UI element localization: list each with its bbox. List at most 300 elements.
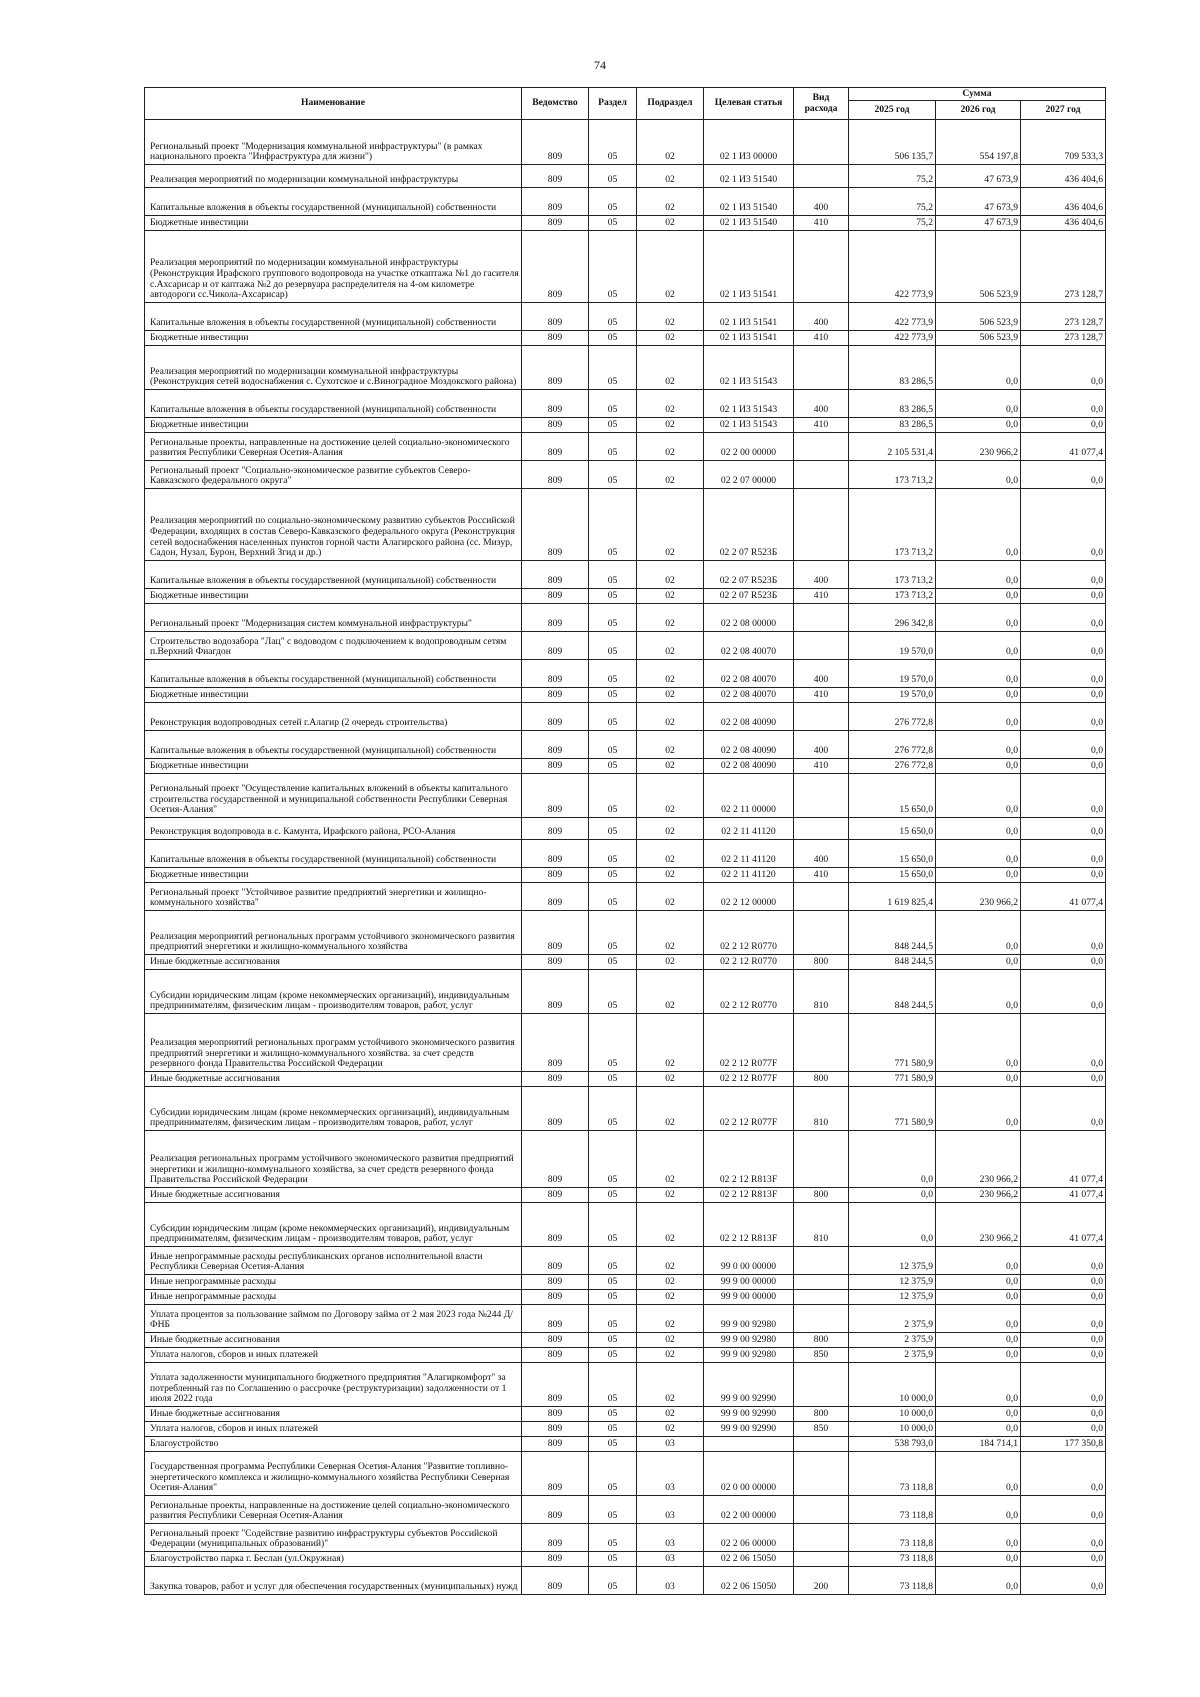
row-vedomstvo: 809 bbox=[522, 390, 589, 418]
row-vedomstvo: 809 bbox=[522, 1567, 589, 1595]
row-2027: 0,0 bbox=[1021, 818, 1106, 840]
row-name: Бюджетные инвестиции bbox=[145, 418, 522, 433]
row-vedomstvo: 809 bbox=[522, 1275, 589, 1290]
table-row bbox=[145, 604, 1106, 632]
row-podrazdel: 02 bbox=[637, 1188, 704, 1203]
row-vid: 400 bbox=[794, 731, 849, 759]
row-2026: 0,0 bbox=[936, 1567, 1021, 1595]
row-2025: 0,0 bbox=[849, 1188, 936, 1203]
table-row bbox=[145, 1437, 1106, 1452]
row-razdel: 05 bbox=[589, 1422, 637, 1437]
row-2027: 0,0 bbox=[1021, 461, 1106, 489]
row-2027: 273 128,7 bbox=[1021, 231, 1106, 303]
row-vid bbox=[794, 461, 849, 489]
table-row bbox=[145, 1305, 1106, 1333]
row-podrazdel: 02 bbox=[637, 1275, 704, 1290]
table-row bbox=[145, 390, 1106, 418]
row-name: Иные бюджетные ассигнования bbox=[145, 1072, 522, 1087]
row-2025: 276 772,8 bbox=[849, 759, 936, 774]
budget-table bbox=[144, 87, 1106, 1595]
row-2026: 0,0 bbox=[936, 840, 1021, 868]
row-name: Субсидии юридическим лицам (кроме некоммерческих организаций), индивидуальным предпринимателям, физическим лицам - производителям товаров, работ, услуг bbox=[145, 970, 522, 1014]
row-razdel: 05 bbox=[589, 1524, 637, 1552]
row-name: Реализация мероприятий региональных программ устойчивого экономического развития предприятий энергетики и жилищно-коммунального хозяйства. за счет средств резервного фонда Правительства Российской Федерации bbox=[145, 1014, 522, 1072]
row-podrazdel: 02 bbox=[637, 818, 704, 840]
row-vid bbox=[794, 1131, 849, 1188]
table-row bbox=[145, 1496, 1106, 1524]
row-name: Региональные проекты, направленные на достижение целей социально-экономического развития Республики Северная Осетия-Алания bbox=[145, 1496, 522, 1524]
row-vid bbox=[794, 433, 849, 461]
row-2027: 0,0 bbox=[1021, 1333, 1106, 1348]
row-vid bbox=[794, 1247, 849, 1275]
row-target: 02 2 00 00000 bbox=[704, 433, 794, 461]
row-2027: 0,0 bbox=[1021, 1014, 1106, 1072]
row-vid bbox=[794, 1275, 849, 1290]
row-razdel: 05 bbox=[589, 433, 637, 461]
row-target: 99 9 00 92990 bbox=[704, 1407, 794, 1422]
row-2027: 0,0 bbox=[1021, 703, 1106, 731]
row-target: 02 2 07 R523Б bbox=[704, 489, 794, 561]
row-name: Капитальные вложения в объекты государственной (муниципальной) собственности bbox=[145, 561, 522, 589]
row-2027: 0,0 bbox=[1021, 561, 1106, 589]
table-row bbox=[145, 731, 1106, 759]
row-2025: 296 342,8 bbox=[849, 604, 936, 632]
row-vid bbox=[794, 911, 849, 955]
row-name: Бюджетные инвестиции bbox=[145, 331, 522, 346]
row-2026: 230 966,2 bbox=[936, 1131, 1021, 1188]
row-name: Бюджетные инвестиции bbox=[145, 868, 522, 883]
row-vid: 200 bbox=[794, 1567, 849, 1595]
row-podrazdel: 02 bbox=[637, 1305, 704, 1333]
row-2026: 0,0 bbox=[936, 604, 1021, 632]
row-2026: 0,0 bbox=[936, 632, 1021, 660]
row-2025: 73 118,8 bbox=[849, 1552, 936, 1567]
table-row bbox=[145, 1552, 1106, 1567]
row-2025: 2 105 531,4 bbox=[849, 433, 936, 461]
row-2026: 0,0 bbox=[936, 1305, 1021, 1333]
row-name: Уплата задолженности муниципального бюджетного предприятия "Алагиркомфорт" за потребленный газ по Соглашению о рассрочке (реструктуризации) задолженности от 1 июля 2022 года bbox=[145, 1363, 522, 1407]
header-summa: Сумма bbox=[849, 88, 1106, 101]
row-name: Государственная программа Республики Северная Осетия-Алания "Развитие топливно-энергетического комплекса и жилищно-коммунального хозяйства Республики Северная Осетия-Алания" bbox=[145, 1452, 522, 1496]
row-target: 02 2 07 R523Б bbox=[704, 589, 794, 604]
row-2025: 10 000,0 bbox=[849, 1407, 936, 1422]
row-podrazdel: 02 bbox=[637, 346, 704, 390]
row-2026: 47 673,9 bbox=[936, 188, 1021, 216]
row-target: 02 2 12 R0770 bbox=[704, 955, 794, 970]
row-vedomstvo: 809 bbox=[522, 461, 589, 489]
row-podrazdel: 02 bbox=[637, 1407, 704, 1422]
row-vedomstvo: 809 bbox=[522, 1188, 589, 1203]
row-target: 02 2 08 40070 bbox=[704, 632, 794, 660]
row-target: 02 1 И3 51540 bbox=[704, 188, 794, 216]
row-target: 02 1 И3 51541 bbox=[704, 331, 794, 346]
row-podrazdel: 02 bbox=[637, 759, 704, 774]
table-row bbox=[145, 1363, 1106, 1407]
page-number: 74 bbox=[594, 58, 606, 72]
row-razdel: 05 bbox=[589, 1407, 637, 1422]
row-2025: 73 118,8 bbox=[849, 1452, 936, 1496]
row-target: 02 2 08 40090 bbox=[704, 703, 794, 731]
row-name: Уплата налогов, сборов и иных платежей bbox=[145, 1348, 522, 1363]
row-2025: 2 375,9 bbox=[849, 1333, 936, 1348]
row-target: 99 9 00 92980 bbox=[704, 1333, 794, 1348]
row-razdel: 05 bbox=[589, 303, 637, 331]
row-podrazdel: 02 bbox=[637, 604, 704, 632]
row-podrazdel: 02 bbox=[637, 911, 704, 955]
row-2025: 19 570,0 bbox=[849, 660, 936, 688]
row-target: 99 9 00 92990 bbox=[704, 1363, 794, 1407]
table-row bbox=[145, 346, 1106, 390]
row-razdel: 05 bbox=[589, 418, 637, 433]
row-target: 02 2 12 R077F bbox=[704, 1087, 794, 1131]
row-2026: 506 523,9 bbox=[936, 331, 1021, 346]
row-vedomstvo: 809 bbox=[522, 1552, 589, 1567]
table-row bbox=[145, 1188, 1106, 1203]
row-razdel: 05 bbox=[589, 1305, 637, 1333]
row-name: Реализация региональных программ устойчивого экономического развития предприятий энергетики и жилищно-коммунального хозяйства, за счет средств резервного фонда Правительства Российской Федерации bbox=[145, 1131, 522, 1188]
row-podrazdel: 03 bbox=[637, 1496, 704, 1524]
row-vid: 410 bbox=[794, 216, 849, 231]
table-row bbox=[145, 231, 1106, 303]
row-vid: 810 bbox=[794, 1087, 849, 1131]
row-2025: 2 375,9 bbox=[849, 1305, 936, 1333]
table-row bbox=[145, 955, 1106, 970]
row-2025: 173 713,2 bbox=[849, 589, 936, 604]
row-name: Региональный проект "Осуществление капитальных вложений в объекты капитального строительства государственной и муниципальной собственности Республики Северная Осетия-Алания" bbox=[145, 774, 522, 818]
row-podrazdel: 02 bbox=[637, 774, 704, 818]
row-2027: 0,0 bbox=[1021, 1348, 1106, 1363]
table-row bbox=[145, 1203, 1106, 1247]
row-name: Капитальные вложения в объекты государственной (муниципальной) собственности bbox=[145, 731, 522, 759]
row-2026: 0,0 bbox=[936, 418, 1021, 433]
row-name: Региональный проект "Содействие развитию инфраструктуры субъектов Российской Федерации (муниципальных образований)" bbox=[145, 1524, 522, 1552]
row-razdel: 05 bbox=[589, 561, 637, 589]
row-vedomstvo: 809 bbox=[522, 165, 589, 188]
row-2026: 0,0 bbox=[936, 1363, 1021, 1407]
row-podrazdel: 02 bbox=[637, 1087, 704, 1131]
row-2026: 0,0 bbox=[936, 1247, 1021, 1275]
row-2027: 0,0 bbox=[1021, 390, 1106, 418]
row-2025: 0,0 bbox=[849, 1131, 936, 1188]
row-2026: 506 523,9 bbox=[936, 303, 1021, 331]
row-vid: 800 bbox=[794, 1407, 849, 1422]
row-razdel: 05 bbox=[589, 120, 637, 165]
row-2026: 0,0 bbox=[936, 660, 1021, 688]
row-vedomstvo: 809 bbox=[522, 1452, 589, 1496]
row-vid bbox=[794, 489, 849, 561]
row-target: 02 2 12 00000 bbox=[704, 883, 794, 911]
row-2027: 0,0 bbox=[1021, 1552, 1106, 1567]
row-2025: 83 286,5 bbox=[849, 418, 936, 433]
row-2025: 0,0 bbox=[849, 1203, 936, 1247]
row-2027: 0,0 bbox=[1021, 1496, 1106, 1524]
row-2027: 0,0 bbox=[1021, 955, 1106, 970]
row-name: Региональный проект "Социально-экономическое развитие субъектов Северо-Кавказского федерального округа" bbox=[145, 461, 522, 489]
row-vedomstvo: 809 bbox=[522, 1524, 589, 1552]
row-2026: 0,0 bbox=[936, 489, 1021, 561]
row-target: 02 2 08 40070 bbox=[704, 660, 794, 688]
row-podrazdel: 02 bbox=[637, 1290, 704, 1305]
row-vedomstvo: 809 bbox=[522, 688, 589, 703]
row-2026: 0,0 bbox=[936, 731, 1021, 759]
row-razdel: 05 bbox=[589, 346, 637, 390]
row-2027: 41 077,4 bbox=[1021, 883, 1106, 911]
row-podrazdel: 02 bbox=[637, 303, 704, 331]
row-2026: 47 673,9 bbox=[936, 165, 1021, 188]
row-name: Бюджетные инвестиции bbox=[145, 759, 522, 774]
row-razdel: 05 bbox=[589, 731, 637, 759]
table-row bbox=[145, 1348, 1106, 1363]
row-vid bbox=[794, 774, 849, 818]
row-podrazdel: 02 bbox=[637, 632, 704, 660]
header-target: Целевая статья bbox=[704, 88, 794, 120]
row-podrazdel: 02 bbox=[637, 688, 704, 703]
row-name: Строительство водозабора "Лац" с водоводом с подключением к водопроводным сетям п.Верхний Фиагдон bbox=[145, 632, 522, 660]
row-vedomstvo: 809 bbox=[522, 1348, 589, 1363]
row-target: 02 2 07 00000 bbox=[704, 461, 794, 489]
row-razdel: 05 bbox=[589, 955, 637, 970]
table-row bbox=[145, 1087, 1106, 1131]
row-vid: 410 bbox=[794, 418, 849, 433]
row-2025: 12 375,9 bbox=[849, 1290, 936, 1305]
row-2025: 12 375,9 bbox=[849, 1275, 936, 1290]
row-2027: 273 128,7 bbox=[1021, 303, 1106, 331]
header-2026: 2026 год bbox=[936, 101, 1021, 120]
row-2027: 273 128,7 bbox=[1021, 331, 1106, 346]
row-2027: 0,0 bbox=[1021, 1290, 1106, 1305]
row-2027: 0,0 bbox=[1021, 688, 1106, 703]
row-target: 02 2 06 00000 bbox=[704, 1524, 794, 1552]
row-vid bbox=[794, 703, 849, 731]
row-name: Бюджетные инвестиции bbox=[145, 688, 522, 703]
row-vid bbox=[794, 604, 849, 632]
row-target: 02 1 И3 51540 bbox=[704, 165, 794, 188]
row-2027: 0,0 bbox=[1021, 1452, 1106, 1496]
row-2025: 422 773,9 bbox=[849, 331, 936, 346]
row-2026: 0,0 bbox=[936, 1348, 1021, 1363]
row-name: Региональные проекты, направленные на достижение целей социально-экономического развития Республики Северная Осетия-Алания bbox=[145, 433, 522, 461]
table-row bbox=[145, 1014, 1106, 1072]
row-2027: 0,0 bbox=[1021, 731, 1106, 759]
row-2026: 0,0 bbox=[936, 589, 1021, 604]
row-podrazdel: 02 bbox=[637, 461, 704, 489]
row-2025: 75,2 bbox=[849, 165, 936, 188]
header-2027: 2027 год bbox=[1021, 101, 1106, 120]
row-razdel: 05 bbox=[589, 331, 637, 346]
table-row bbox=[145, 489, 1106, 561]
row-target: 02 2 06 15050 bbox=[704, 1552, 794, 1567]
row-name: Иные непрограммные расходы bbox=[145, 1290, 522, 1305]
table-row bbox=[145, 1524, 1106, 1552]
row-razdel: 05 bbox=[589, 1131, 637, 1188]
row-name: Капитальные вложения в объекты государственной (муниципальной) собственности bbox=[145, 303, 522, 331]
row-vid bbox=[794, 346, 849, 390]
row-2026: 0,0 bbox=[936, 1087, 1021, 1131]
row-vid: 850 bbox=[794, 1422, 849, 1437]
row-razdel: 05 bbox=[589, 1203, 637, 1247]
row-razdel: 05 bbox=[589, 759, 637, 774]
row-2025: 15 650,0 bbox=[849, 868, 936, 883]
row-razdel: 05 bbox=[589, 1348, 637, 1363]
row-target: 02 1 И3 51543 bbox=[704, 390, 794, 418]
row-vedomstvo: 809 bbox=[522, 331, 589, 346]
row-vedomstvo: 809 bbox=[522, 955, 589, 970]
table-row bbox=[145, 883, 1106, 911]
table-row bbox=[145, 660, 1106, 688]
row-razdel: 05 bbox=[589, 1437, 637, 1452]
row-vedomstvo: 809 bbox=[522, 774, 589, 818]
row-vedomstvo: 809 bbox=[522, 703, 589, 731]
row-target bbox=[704, 1437, 794, 1452]
row-vid: 400 bbox=[794, 390, 849, 418]
row-name: Региональный проект "Модернизация коммунальной инфраструктуры" (в рамках национального проекта "Инфраструктура для жизни") bbox=[145, 120, 522, 165]
row-target: 02 1 И3 51541 bbox=[704, 303, 794, 331]
row-2025: 15 650,0 bbox=[849, 840, 936, 868]
row-2026: 0,0 bbox=[936, 1524, 1021, 1552]
row-target: 02 2 11 41120 bbox=[704, 868, 794, 883]
row-podrazdel: 03 bbox=[637, 1567, 704, 1595]
row-razdel: 05 bbox=[589, 1333, 637, 1348]
row-vedomstvo: 809 bbox=[522, 759, 589, 774]
row-podrazdel: 02 bbox=[637, 660, 704, 688]
row-podrazdel: 02 bbox=[637, 120, 704, 165]
row-2025: 12 375,9 bbox=[849, 1247, 936, 1275]
header-razdel: Раздел bbox=[589, 88, 637, 120]
row-2026: 0,0 bbox=[936, 1333, 1021, 1348]
row-name: Региональный проект "Модернизация систем коммунальной инфраструктуры" bbox=[145, 604, 522, 632]
row-2026: 47 673,9 bbox=[936, 216, 1021, 231]
row-target: 02 2 12 R077F bbox=[704, 1014, 794, 1072]
row-2025: 1 619 825,4 bbox=[849, 883, 936, 911]
row-2026: 0,0 bbox=[936, 1290, 1021, 1305]
row-target: 99 9 00 92990 bbox=[704, 1422, 794, 1437]
row-podrazdel: 02 bbox=[637, 165, 704, 188]
table-row bbox=[145, 688, 1106, 703]
table-row bbox=[145, 1072, 1106, 1087]
row-2026: 0,0 bbox=[936, 1072, 1021, 1087]
row-vid bbox=[794, 165, 849, 188]
row-razdel: 05 bbox=[589, 660, 637, 688]
row-razdel: 05 bbox=[589, 1072, 637, 1087]
row-podrazdel: 02 bbox=[637, 883, 704, 911]
row-2027: 0,0 bbox=[1021, 346, 1106, 390]
row-razdel: 05 bbox=[589, 1247, 637, 1275]
row-name: Реализация мероприятий по модернизации коммунальной инфраструктуры bbox=[145, 165, 522, 188]
row-vedomstvo: 809 bbox=[522, 1131, 589, 1188]
row-target: 02 2 12 R813F bbox=[704, 1203, 794, 1247]
row-razdel: 05 bbox=[589, 818, 637, 840]
row-2027: 0,0 bbox=[1021, 1087, 1106, 1131]
row-vedomstvo: 809 bbox=[522, 883, 589, 911]
row-vid: 810 bbox=[794, 970, 849, 1014]
row-2027: 0,0 bbox=[1021, 418, 1106, 433]
row-name: Реконструкция водопроводных сетей г.Алагир (2 очередь строительства) bbox=[145, 703, 522, 731]
row-2025: 173 713,2 bbox=[849, 489, 936, 561]
row-2025: 15 650,0 bbox=[849, 818, 936, 840]
row-razdel: 05 bbox=[589, 911, 637, 955]
row-2025: 2 375,9 bbox=[849, 1348, 936, 1363]
row-razdel: 05 bbox=[589, 774, 637, 818]
row-vid bbox=[794, 1552, 849, 1567]
row-vedomstvo: 809 bbox=[522, 418, 589, 433]
header-podrazdel: Подраздел bbox=[637, 88, 704, 120]
row-vid: 400 bbox=[794, 660, 849, 688]
row-vid bbox=[794, 1014, 849, 1072]
row-podrazdel: 02 bbox=[637, 1422, 704, 1437]
row-vid: 400 bbox=[794, 188, 849, 216]
row-razdel: 05 bbox=[589, 589, 637, 604]
row-vid bbox=[794, 1496, 849, 1524]
row-podrazdel: 02 bbox=[637, 955, 704, 970]
row-target: 02 2 12 R0770 bbox=[704, 911, 794, 955]
row-2026: 0,0 bbox=[936, 911, 1021, 955]
row-razdel: 05 bbox=[589, 883, 637, 911]
row-podrazdel: 02 bbox=[637, 1363, 704, 1407]
row-2025: 848 244,5 bbox=[849, 970, 936, 1014]
row-2026: 230 966,2 bbox=[936, 883, 1021, 911]
row-name: Бюджетные инвестиции bbox=[145, 216, 522, 231]
row-2026: 0,0 bbox=[936, 774, 1021, 818]
row-vid: 800 bbox=[794, 1072, 849, 1087]
row-vedomstvo: 809 bbox=[522, 1087, 589, 1131]
row-target: 02 2 07 R523Б bbox=[704, 561, 794, 589]
row-razdel: 05 bbox=[589, 840, 637, 868]
row-podrazdel: 02 bbox=[637, 231, 704, 303]
row-vedomstvo: 809 bbox=[522, 970, 589, 1014]
row-2025: 19 570,0 bbox=[849, 688, 936, 703]
row-vid bbox=[794, 1305, 849, 1333]
row-razdel: 05 bbox=[589, 1014, 637, 1072]
row-vedomstvo: 809 bbox=[522, 1305, 589, 1333]
row-podrazdel: 02 bbox=[637, 1014, 704, 1072]
row-vedomstvo: 809 bbox=[522, 489, 589, 561]
row-target: 02 2 12 R077F bbox=[704, 1072, 794, 1087]
row-vedomstvo: 809 bbox=[522, 632, 589, 660]
row-vid: 810 bbox=[794, 1203, 849, 1247]
row-2025: 276 772,8 bbox=[849, 703, 936, 731]
row-podrazdel: 02 bbox=[637, 390, 704, 418]
row-podrazdel: 02 bbox=[637, 731, 704, 759]
row-podrazdel: 02 bbox=[637, 1131, 704, 1188]
row-vid: 400 bbox=[794, 561, 849, 589]
row-vedomstvo: 809 bbox=[522, 1437, 589, 1452]
row-2026: 554 197,8 bbox=[936, 120, 1021, 165]
row-name: Реализация мероприятий по модернизации коммунальной инфраструктуры (Реконструкция Ирафского группового водопровода на участке откаптажа №1 до гасителя с.Ахсарисар и от каптажа №2 до резервуара распределителя на 4-ом километре автодороги сс.Чикола-Ахсарисар) bbox=[145, 231, 522, 303]
row-vedomstvo: 809 bbox=[522, 1203, 589, 1247]
row-name: Капитальные вложения в объекты государственной (муниципальной) собственности bbox=[145, 390, 522, 418]
row-vedomstvo: 809 bbox=[522, 231, 589, 303]
row-2027: 41 077,4 bbox=[1021, 1203, 1106, 1247]
row-name: Реализация мероприятий региональных программ устойчивого экономического развития предприятий энергетики и жилищно-коммунального хозяйства bbox=[145, 911, 522, 955]
row-name: Иные непрограммные расходы bbox=[145, 1275, 522, 1290]
row-podrazdel: 02 bbox=[637, 1247, 704, 1275]
row-vid: 410 bbox=[794, 868, 849, 883]
row-2026: 0,0 bbox=[936, 1452, 1021, 1496]
row-2027: 41 077,4 bbox=[1021, 1188, 1106, 1203]
table-row bbox=[145, 216, 1106, 231]
row-2025: 771 580,9 bbox=[849, 1014, 936, 1072]
row-2026: 0,0 bbox=[936, 970, 1021, 1014]
row-name: Иные непрограммные расходы республиканских органов исполнительной власти Республики Северная Осетия-Алания bbox=[145, 1247, 522, 1275]
row-2025: 83 286,5 bbox=[849, 346, 936, 390]
row-razdel: 05 bbox=[589, 868, 637, 883]
row-vedomstvo: 809 bbox=[522, 561, 589, 589]
table-row bbox=[145, 840, 1106, 868]
row-podrazdel: 02 bbox=[637, 188, 704, 216]
row-2027: 0,0 bbox=[1021, 1363, 1106, 1407]
row-vedomstvo: 809 bbox=[522, 840, 589, 868]
row-target: 02 0 00 00000 bbox=[704, 1452, 794, 1496]
